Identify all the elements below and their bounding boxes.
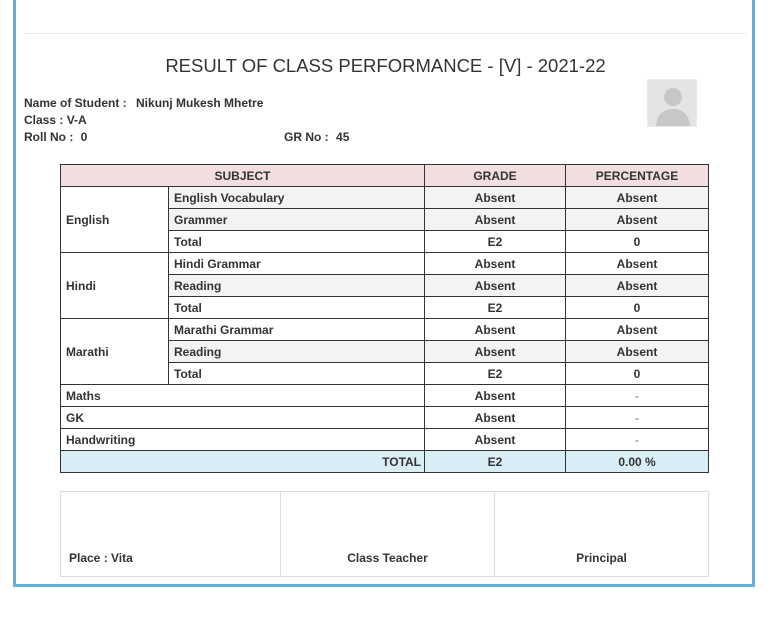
subsubject-cell: Reading bbox=[169, 341, 425, 363]
results-table bbox=[60, 164, 709, 473]
table-row bbox=[61, 319, 709, 341]
total-grade: E2 bbox=[425, 451, 566, 473]
percentage-cell: - bbox=[566, 429, 709, 451]
subsubject-cell: Grammer bbox=[169, 209, 425, 231]
roll-label: Roll No : bbox=[24, 130, 74, 144]
grade-cell: E2 bbox=[425, 363, 566, 385]
gr-row bbox=[284, 130, 349, 144]
subsubject-cell: English Vocabulary bbox=[169, 187, 425, 209]
subject-gk: GK bbox=[61, 407, 425, 429]
percentage-cell: - bbox=[566, 407, 709, 429]
table-row bbox=[61, 385, 709, 407]
subsubject-cell: Total bbox=[169, 297, 425, 319]
table-row bbox=[61, 407, 709, 429]
grade-cell: E2 bbox=[425, 297, 566, 319]
percentage-cell: 0 bbox=[566, 231, 709, 253]
grade-cell: Absent bbox=[425, 253, 566, 275]
subsubject-cell: Reading bbox=[169, 275, 425, 297]
grade-cell: Absent bbox=[425, 429, 566, 451]
roll-value: 0 bbox=[80, 130, 88, 144]
student-name-row bbox=[24, 96, 263, 110]
subsubject-cell: Total bbox=[169, 231, 425, 253]
subsubject-cell: Hindi Grammar bbox=[169, 253, 425, 275]
class-teacher-signature: Class Teacher bbox=[281, 492, 495, 577]
table-row bbox=[61, 253, 709, 275]
subject-handwriting: Handwriting bbox=[61, 429, 425, 451]
percentage-cell: Absent bbox=[566, 253, 709, 275]
class-row bbox=[24, 113, 87, 127]
grade-cell: Absent bbox=[425, 341, 566, 363]
percentage-cell: Absent bbox=[566, 341, 709, 363]
gr-label: GR No : bbox=[284, 130, 329, 144]
top-divider bbox=[24, 33, 746, 34]
header-grade: GRADE bbox=[425, 165, 566, 187]
grade-cell: E2 bbox=[425, 231, 566, 253]
header-percentage: PERCENTAGE bbox=[566, 165, 709, 187]
header-subject: SUBJECT bbox=[61, 165, 425, 187]
subject-group-hindi: Hindi bbox=[61, 253, 169, 319]
table-row bbox=[61, 429, 709, 451]
page-title: RESULT OF CLASS PERFORMANCE - [V] - 2021-22 bbox=[165, 55, 606, 76]
grade-cell: Absent bbox=[425, 407, 566, 429]
grade-cell: Absent bbox=[425, 385, 566, 407]
table-header-row bbox=[61, 165, 709, 187]
subject-group-marathi: Marathi bbox=[61, 319, 169, 385]
student-name-label: Name of Student : bbox=[24, 96, 127, 110]
avatar-placeholder-icon bbox=[647, 79, 697, 127]
signature-table bbox=[60, 491, 709, 577]
grade-cell: Absent bbox=[425, 187, 566, 209]
percentage-cell: 0 bbox=[566, 363, 709, 385]
percentage-cell: Absent bbox=[566, 275, 709, 297]
principal-signature: Principal bbox=[495, 492, 709, 577]
total-percentage: 0.00 % bbox=[566, 451, 709, 473]
total-row bbox=[61, 451, 709, 473]
table-row bbox=[61, 187, 709, 209]
percentage-cell: - bbox=[566, 385, 709, 407]
percentage-cell: 0 bbox=[566, 297, 709, 319]
place-cell: Place : Vita bbox=[61, 492, 281, 577]
class-label: Class : bbox=[24, 113, 64, 127]
subject-group-english: English bbox=[61, 187, 169, 253]
roll-row bbox=[24, 130, 87, 144]
total-label: TOTAL bbox=[61, 451, 425, 473]
subsubject-cell: Marathi Grammar bbox=[169, 319, 425, 341]
student-name-value: Nikunj Mukesh Mhetre bbox=[136, 96, 264, 110]
class-value: V-A bbox=[66, 113, 87, 127]
grade-cell: Absent bbox=[425, 275, 566, 297]
percentage-cell: Absent bbox=[566, 319, 709, 341]
percentage-cell: Absent bbox=[566, 209, 709, 231]
subsubject-cell: Total bbox=[169, 363, 425, 385]
grade-cell: Absent bbox=[425, 319, 566, 341]
subject-maths: Maths bbox=[61, 385, 425, 407]
gr-value: 45 bbox=[336, 130, 350, 144]
grade-cell: Absent bbox=[425, 209, 566, 231]
percentage-cell: Absent bbox=[566, 187, 709, 209]
